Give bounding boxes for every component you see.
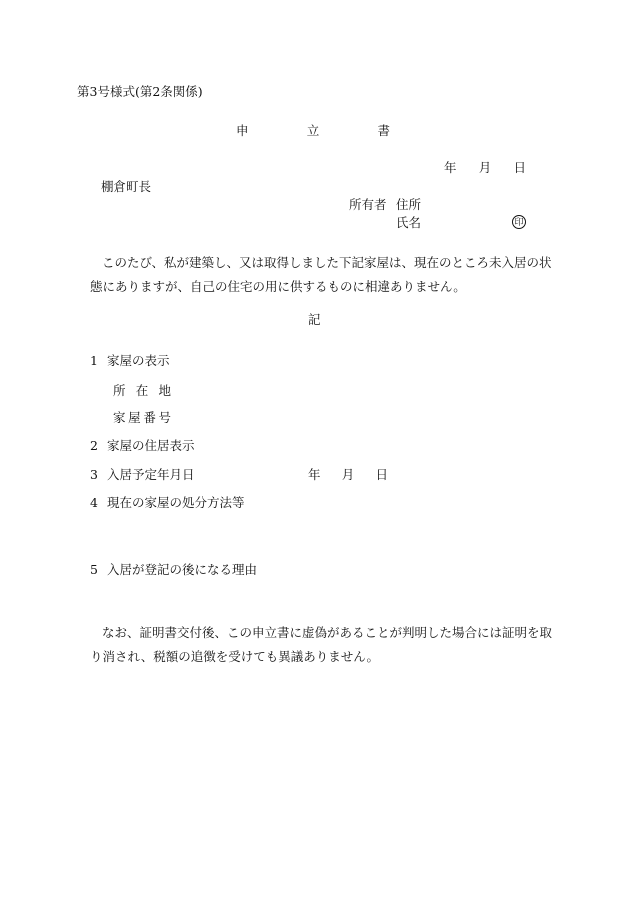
label-char: 地 bbox=[158, 383, 171, 398]
item-4-label: 現在の家屋の処分方法等 bbox=[107, 495, 245, 510]
item-4-number: 4 bbox=[90, 495, 98, 510]
title-char: 書 bbox=[377, 123, 390, 138]
addressee: 棚倉町長 bbox=[101, 179, 152, 194]
ki-heading: 記 bbox=[308, 312, 321, 327]
item-3-date bbox=[308, 469, 388, 482]
item-house-number-label bbox=[113, 412, 171, 425]
owner-label: 所有者 bbox=[349, 197, 387, 212]
seal-icon: 印 bbox=[512, 215, 526, 229]
item-5-number: 5 bbox=[90, 562, 98, 577]
item-location-label bbox=[113, 385, 171, 398]
label-char: 家 bbox=[113, 410, 126, 425]
date-line bbox=[444, 162, 526, 175]
date-year: 年 bbox=[308, 467, 321, 482]
label-char: 番 bbox=[143, 410, 156, 425]
date-day: 日 bbox=[375, 467, 388, 482]
label-char: 在 bbox=[135, 383, 149, 398]
item-3-number: 3 bbox=[90, 467, 98, 482]
date-month: 月 bbox=[341, 467, 355, 482]
date-year: 年 bbox=[444, 160, 457, 175]
title-char: 申 bbox=[236, 123, 249, 138]
item-1-number: 1 bbox=[90, 353, 98, 368]
item-2-label: 家屋の住居表示 bbox=[107, 438, 195, 453]
item-3-label: 入居予定年月日 bbox=[107, 467, 195, 482]
label-char: 号 bbox=[158, 410, 171, 425]
item-2-number: 2 bbox=[90, 438, 98, 453]
item-1-label: 家屋の表示 bbox=[107, 353, 170, 368]
title-char: 立 bbox=[306, 123, 320, 138]
closing-paragraph: なお、証明書交付後、この申立書に虚偽があることが判明した場合には証明を取り消され、税額の追徴を受けても異議ありません。 bbox=[90, 625, 553, 664]
date-day: 日 bbox=[513, 160, 526, 175]
form-number: 第3号様式(第2条関係) bbox=[77, 84, 203, 99]
statement-paragraph: このたび、私が建築し、又は取得しました下記家屋は、現在のところ未入居の状態にありますが、自己の住宅の用に供するものに相違ありません。 bbox=[90, 255, 552, 294]
document-title bbox=[236, 125, 390, 138]
owner-address-label: 住所 bbox=[396, 197, 422, 212]
item-5-label: 入居が登記の後になる理由 bbox=[107, 562, 258, 577]
label-char: 屋 bbox=[128, 410, 141, 425]
owner-name-label: 氏名 bbox=[396, 215, 422, 230]
label-char: 所 bbox=[113, 383, 126, 398]
date-month: 月 bbox=[478, 160, 492, 175]
